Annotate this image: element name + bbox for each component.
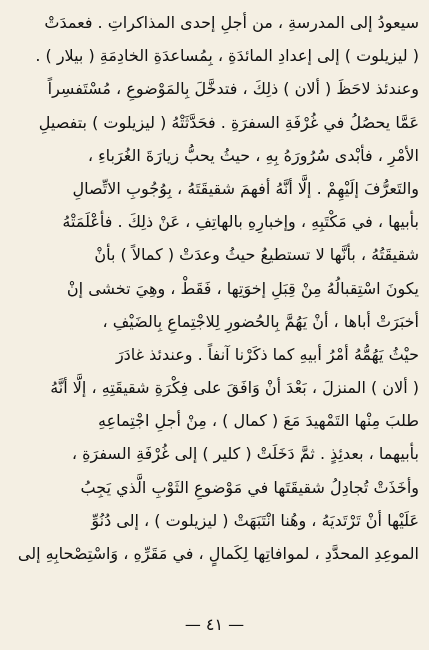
text-line: الأمْرِ ، فأبْدى سُرُورَهُ بِهِ ، حيثُ يحبُّ زيارَةَ الغُرَباءِ ، [87, 145, 419, 165]
text-line: ( ألان ) المنزلَ ، بَعْدَ أنْ وَافَقَ على فِكْرَةِ شقيقَتِهِ ، إلَّا أنَّهُ [50, 378, 419, 398]
text-line: وعندئذ لاحَظَ ( ألان ) ذلِكَ ، فتدخَّلَ بِالمَوْضوعِ ، مُسْتَفسِراً [47, 79, 419, 99]
text-line: يكونَ اسْتِقبالُهُ مِنْ قِبَلِ إخوَتِها ، فَقَطْ ، وهِيَ تخشى إنْ [66, 278, 419, 298]
page-number: — ٤١ — [184, 615, 245, 634]
text-line: أخبَرَتْ أباها ، أنْ يَهُمَّ بِالحُضورِ لِلاجْتِماعِ بِالضَيْفِ ، [102, 311, 419, 331]
text-line: وأخَذَتْ تُجادِلُ شقيقَتَها في مَوْضوعِ الثَوْبِ الَّذي يَجِبُ [80, 477, 419, 497]
text-line: عَمَّا يحصُلُ في غُرْفَةِ السفرَةِ . فحَدَّثَتْهُ ( ليزيلوت ) بتفصيلِ [38, 112, 419, 132]
text-line: ( ليزيلوت ) إلى إعدادِ المائدَةِ ، بِمُساعدَةِ الخادِمَةِ ( بيلار ) . [35, 46, 419, 66]
text-line: حيْثُ يَهُمُّهُ أمْرُ أبيهِ كما ذكَرْنا آنفاً . وعندئذ غادَرَ [115, 344, 419, 364]
text-line: الموعِدِ المحدَّدِ ، لموافاتِها لِكَمالٍ ، في مَقَرِّهِ ، وَاسْتِصْحابِهِ إلى [17, 544, 419, 563]
body-text [10, 6, 419, 570]
text-line: شقيقَتُهُ ، بأنَّها لا تستطيعُ حيثُ وعدَتْ ( كمالاً ) بأنْ [94, 245, 419, 265]
text-line: سيعودُ إلى المدرسةِ ، من أجلِ إحدى المذاكراتِ . فعمدَتْ [44, 13, 419, 32]
text-line: طلبَ مِنْها التَمْهيدَ مَعَ ( كمال ) ، مِنْ أجلِ اجْتِماعِهِ [98, 411, 419, 431]
text-line: بأبيها ، في مَكْتَبِهِ ، وإخبارِهِ بالهاتِفِ ، عَنْ ذلِكَ . فأعْلَمَتْهُ [62, 212, 419, 232]
text-line: بأبيهما ، بعدئِذٍ . ثمَّ دَخَلَتْ ( كلير ) إلى غُرْفَةِ السفرَةِ ، [71, 444, 419, 464]
text-line: عَلَيْها أنْ تَرْتَديَهُ ، وهُنا انْتَبَهَتْ ( ليزيلوت ) ، إلى دُنُوِّ [91, 510, 419, 530]
text-line: والتَعرُّفَ إلَيْهِمْ . إلَّا أنَّهُ أفهمَ شقيقَتَهُ ، بِوُجُوبِ الاتِّصالِ [72, 178, 419, 198]
